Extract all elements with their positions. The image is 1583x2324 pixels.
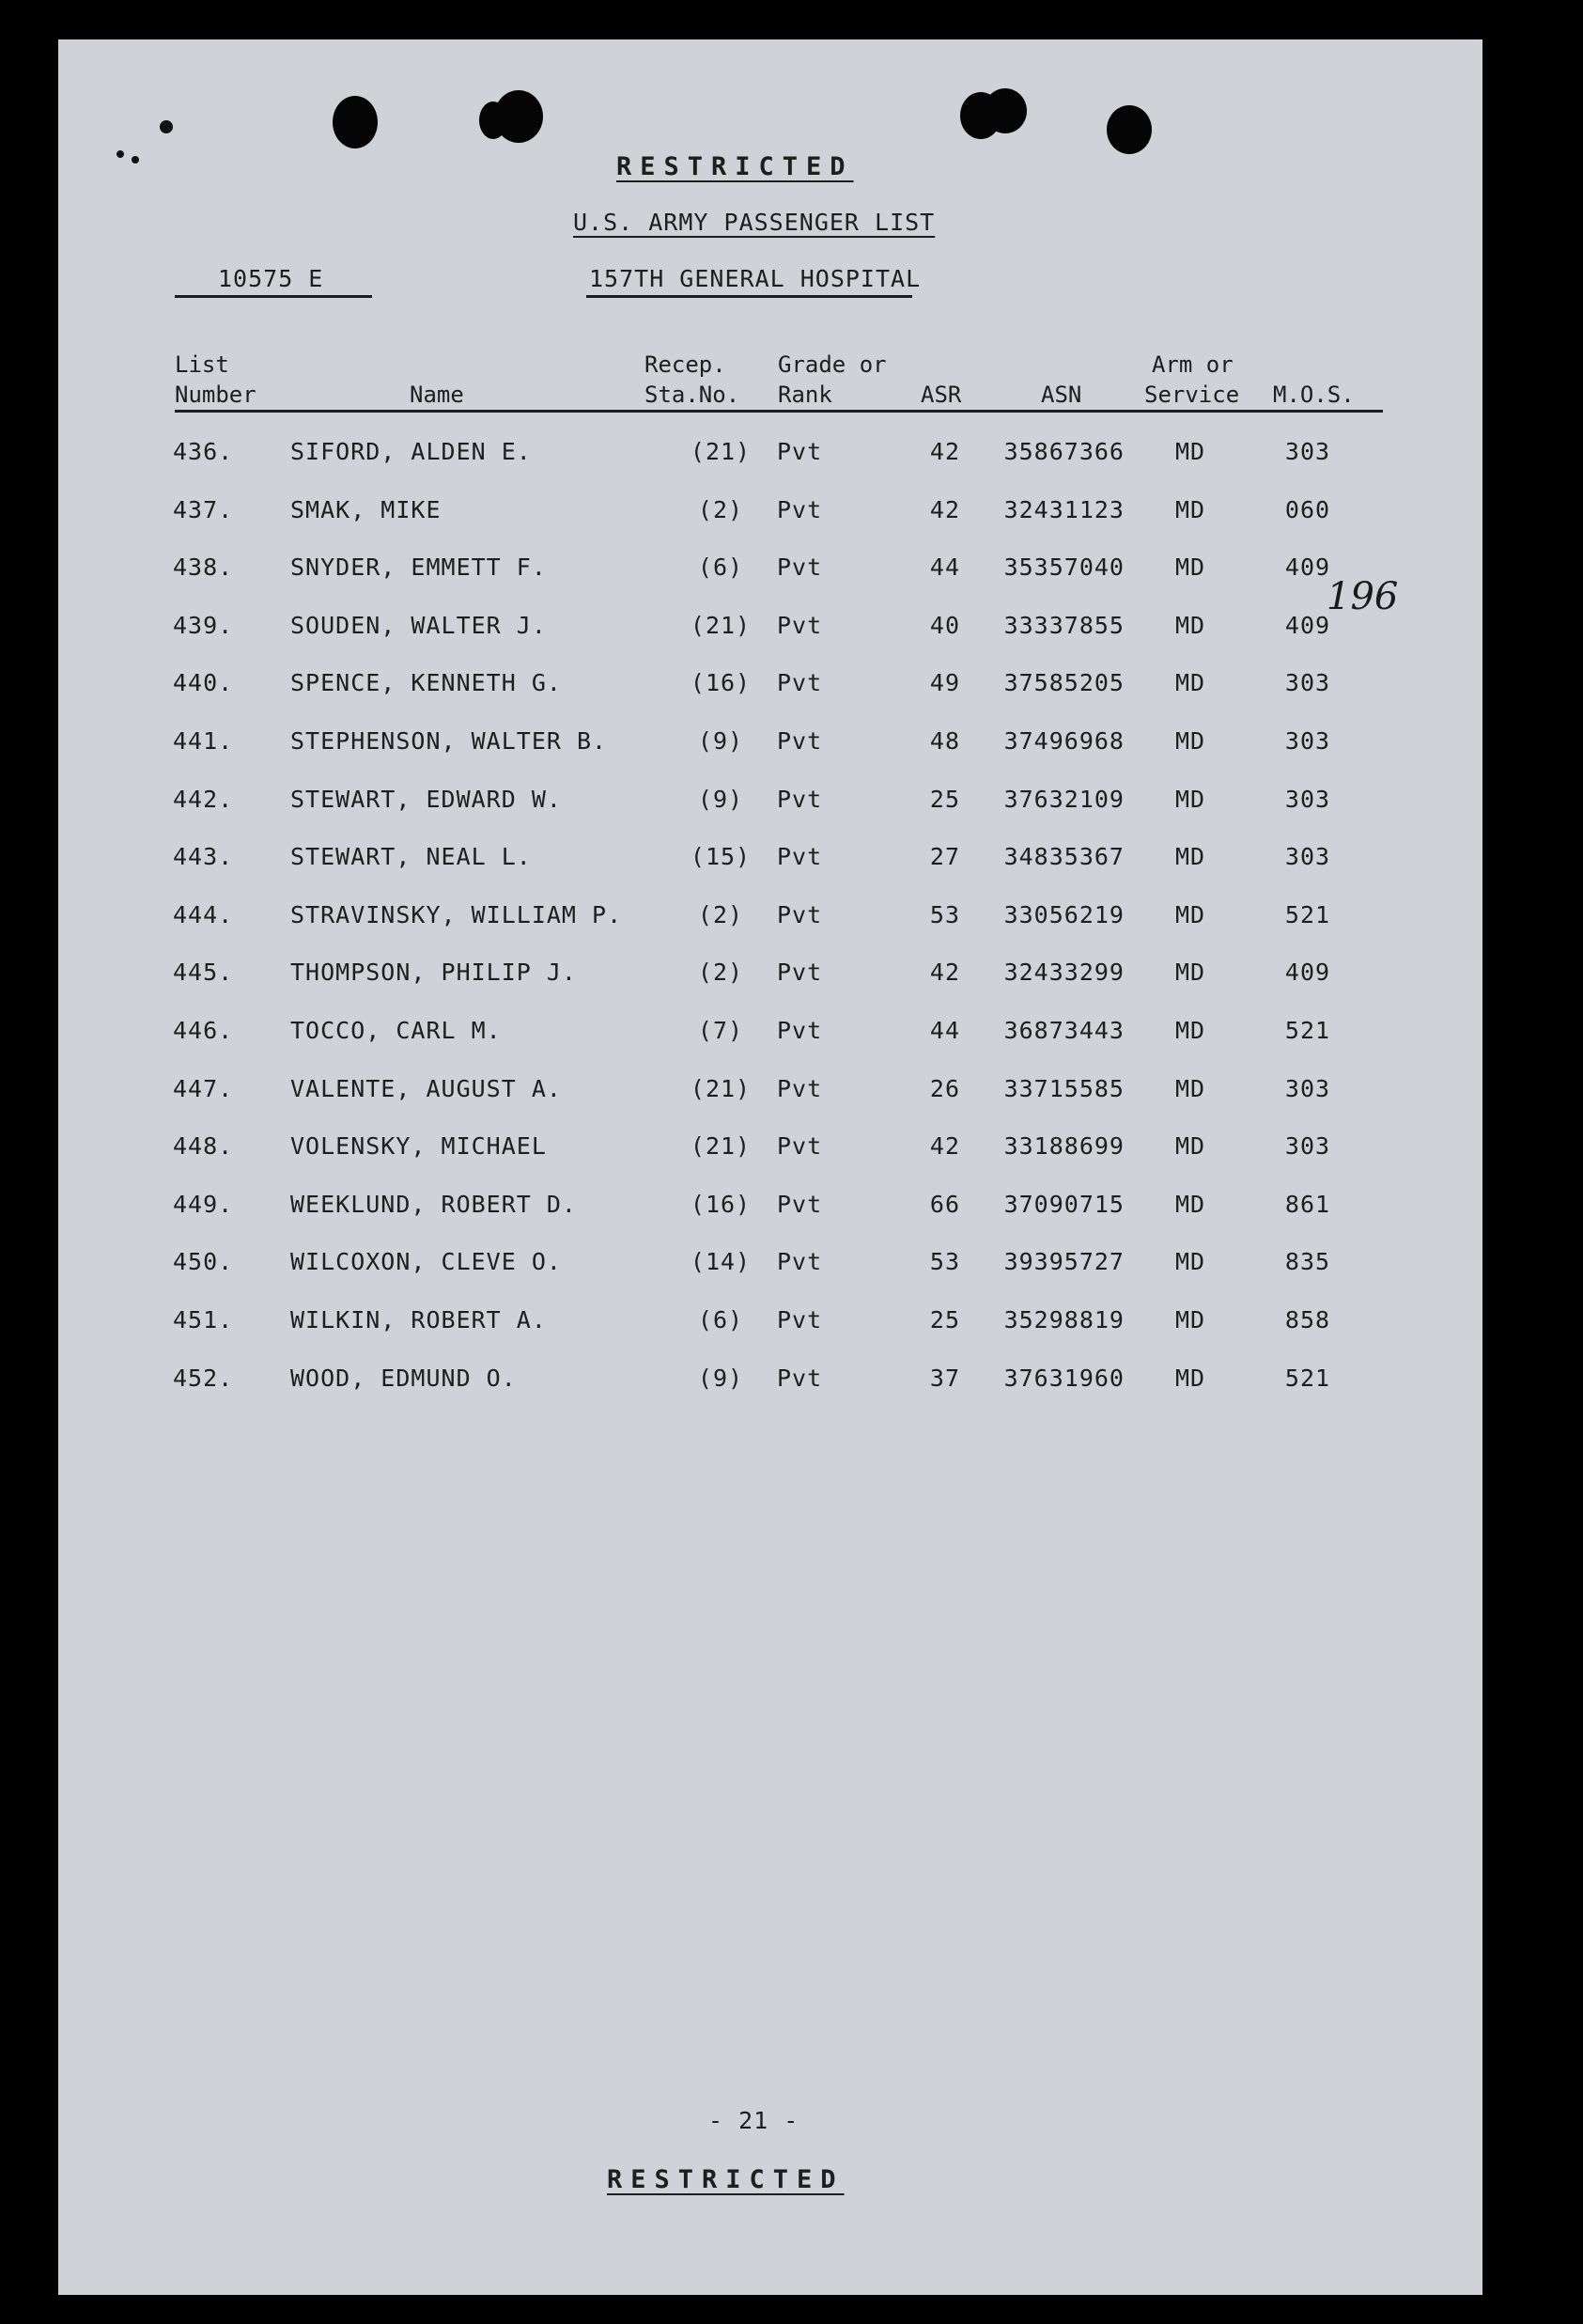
table-row	[58, 1306, 1482, 1344]
asn-cell: 37632109	[1003, 785, 1125, 813]
name-cell: STEWART, NEAL L.	[290, 843, 532, 871]
name-cell: SMAK, MIKE	[290, 495, 442, 523]
asn-cell: 33337855	[1003, 611, 1125, 639]
asn-cell: 34835367	[1003, 843, 1125, 871]
mos-cell: 861	[1284, 1190, 1331, 1218]
list-number-cell: 443.	[173, 843, 234, 871]
list-number-cell: 451.	[173, 1306, 234, 1334]
asr-cell: 48	[929, 727, 960, 755]
mos-cell: 303	[1284, 785, 1331, 813]
list-title: U.S. ARMY PASSENGER LIST	[573, 209, 936, 236]
asn-cell: 37090715	[1003, 1190, 1125, 1218]
asn-cell: 37631960	[1003, 1364, 1125, 1392]
recep-sta-cell: (21)	[690, 438, 752, 465]
table-row	[58, 554, 1482, 591]
list-number-cell: 445.	[173, 959, 234, 987]
name-cell: TOCCO, CARL M.	[290, 1017, 502, 1044]
table-row	[58, 1017, 1482, 1054]
page-number: - 21 -	[708, 2107, 799, 2134]
recep-sta-cell: (21)	[690, 1132, 752, 1161]
asn-cell: 35298819	[1003, 1306, 1125, 1334]
asn-cell: 32431123	[1003, 495, 1125, 523]
list-number-cell: 437.	[173, 495, 234, 523]
name-cell: WILCOXON, CLEVE O.	[290, 1248, 562, 1276]
list-number-cell: 447.	[173, 1074, 234, 1102]
recep-sta-cell: (21)	[690, 611, 752, 639]
asn-cell: 37496968	[1003, 727, 1125, 755]
arm-service-cell: MD	[1174, 1017, 1206, 1044]
mos-cell: 060	[1284, 495, 1331, 523]
mos-cell: 521	[1284, 1364, 1331, 1392]
name-cell: STEWART, EDWARD W.	[290, 785, 562, 813]
recep-sta-cell: (16)	[690, 1190, 752, 1218]
grade-cell: Pvt	[777, 611, 823, 639]
asr-cell: 44	[929, 554, 960, 582]
asr-cell: 26	[929, 1074, 960, 1102]
recep-sta-cell: (9)	[697, 727, 744, 755]
arm-service-cell: MD	[1174, 1074, 1206, 1102]
unit-name-underline	[586, 295, 912, 298]
mos-cell: 303	[1284, 438, 1331, 465]
list-number-cell: 441.	[173, 727, 234, 755]
list-number-cell: 438.	[173, 554, 234, 582]
arm-service-cell: MD	[1174, 438, 1206, 465]
asr-cell: 42	[929, 495, 960, 523]
name-cell: SIFORD, ALDEN E.	[290, 438, 532, 465]
mos-cell: 303	[1284, 1132, 1331, 1161]
mos-cell: 303	[1284, 1074, 1331, 1102]
recep-sta-cell: (9)	[697, 1364, 744, 1392]
recep-sta-cell: (2)	[697, 495, 744, 523]
arm-service-cell: MD	[1174, 611, 1206, 639]
table-row	[58, 959, 1482, 996]
arm-service-cell: MD	[1174, 1364, 1206, 1392]
grade-cell: Pvt	[777, 727, 823, 755]
name-cell: WOOD, EDMUND O.	[290, 1364, 517, 1392]
recep-sta-cell: (6)	[697, 1306, 744, 1334]
asr-cell: 44	[929, 1017, 960, 1044]
name-cell: SPENCE, KENNETH G.	[290, 669, 562, 697]
name-cell: VALENTE, AUGUST A.	[290, 1074, 562, 1102]
recep-sta-cell: (14)	[690, 1248, 752, 1276]
asn-cell: 37585205	[1003, 669, 1125, 697]
punch-hole	[1107, 105, 1152, 154]
asr-cell: 53	[929, 900, 960, 928]
arm-service-cell: MD	[1174, 785, 1206, 813]
list-number-cell: 446.	[173, 1017, 234, 1044]
arm-service-cell: MD	[1174, 959, 1206, 987]
recep-sta-cell: (6)	[697, 554, 744, 582]
asr-cell: 66	[929, 1190, 960, 1218]
asn-cell: 32433299	[1003, 959, 1125, 987]
asn-cell: 33715585	[1003, 1074, 1125, 1102]
list-number-cell: 450.	[173, 1248, 234, 1276]
grade-cell: Pvt	[777, 1190, 823, 1218]
name-cell: WILKIN, ROBERT A.	[290, 1306, 547, 1334]
document-page	[58, 39, 1482, 2295]
asr-cell: 53	[929, 1248, 960, 1276]
list-number-cell: 448.	[173, 1132, 234, 1161]
header-rule	[175, 410, 1383, 413]
mos-cell: 409	[1284, 554, 1331, 582]
list-number-cell: 452.	[173, 1364, 234, 1392]
handwritten-page-number: 196	[1327, 575, 1399, 618]
asn-cell: 39395727	[1003, 1248, 1125, 1276]
name-cell: STRAVINSKY, WILLIAM P.	[290, 900, 623, 928]
recep-sta-cell: (16)	[690, 669, 752, 697]
asr-cell: 42	[929, 1132, 960, 1161]
asr-cell: 42	[929, 959, 960, 987]
name-cell: SOUDEN, WALTER J.	[290, 611, 547, 639]
grade-cell: Pvt	[777, 669, 823, 697]
recep-sta-cell: (7)	[697, 1017, 744, 1044]
asn-cell: 33188699	[1003, 1132, 1125, 1161]
arm-service-cell: MD	[1174, 1306, 1206, 1334]
list-number-cell: 436.	[173, 438, 234, 465]
list-code-underline	[175, 295, 372, 298]
arm-service-cell: MD	[1174, 727, 1206, 755]
mos-cell: 521	[1284, 1017, 1331, 1044]
table-row	[58, 843, 1482, 881]
arm-service-cell: MD	[1174, 495, 1206, 523]
recep-sta-cell: (2)	[697, 900, 744, 928]
table-row	[58, 1132, 1482, 1170]
table-row	[58, 496, 1482, 534]
mos-cell: 303	[1284, 669, 1331, 697]
table-row	[58, 786, 1482, 823]
punch-hole	[984, 88, 1027, 133]
name-cell: STEPHENSON, WALTER B.	[290, 727, 608, 755]
table-row	[58, 1191, 1482, 1228]
col-header-asr: ASR	[921, 382, 962, 408]
arm-service-cell: MD	[1174, 1132, 1206, 1161]
asn-cell: 35357040	[1003, 554, 1125, 582]
grade-cell: Pvt	[777, 900, 823, 928]
recep-sta-cell: (9)	[697, 785, 744, 813]
asr-cell: 37	[929, 1364, 960, 1392]
mos-cell: 303	[1284, 727, 1331, 755]
asr-cell: 25	[929, 785, 960, 813]
ink-speck	[160, 120, 173, 133]
table-row	[58, 1248, 1482, 1286]
table-row	[58, 1365, 1482, 1402]
recep-sta-cell: (15)	[690, 843, 752, 871]
name-cell: SNYDER, EMMETT F.	[290, 554, 547, 582]
table-row	[58, 901, 1482, 939]
table-row	[58, 669, 1482, 707]
name-cell: WEEKLUND, ROBERT D.	[290, 1190, 577, 1218]
ink-speck	[132, 156, 139, 164]
unit-name: 157TH GENERAL HOSPITAL	[589, 265, 922, 292]
asr-cell: 25	[929, 1306, 960, 1334]
arm-service-cell: MD	[1174, 669, 1206, 697]
mos-cell: 409	[1284, 959, 1331, 987]
mos-cell: 858	[1284, 1306, 1331, 1334]
grade-cell: Pvt	[777, 554, 823, 582]
classification-bottom: RESTRICTED	[607, 2165, 845, 2194]
grade-cell: Pvt	[777, 959, 823, 987]
asr-cell: 27	[929, 843, 960, 871]
col-header-grade: Grade or Rank	[778, 351, 887, 408]
col-header-list-number: List Number	[175, 351, 256, 408]
grade-cell: Pvt	[777, 785, 823, 813]
arm-service-cell: MD	[1174, 1248, 1206, 1276]
grade-cell: Pvt	[777, 1074, 823, 1102]
asn-cell: 35867366	[1003, 438, 1125, 465]
punch-hole	[333, 96, 378, 148]
list-number-cell: 442.	[173, 785, 234, 813]
grade-cell: Pvt	[777, 1132, 823, 1161]
col-header-mos: M.O.S.	[1273, 382, 1355, 408]
table-row	[58, 727, 1482, 765]
list-number-cell: 439.	[173, 611, 234, 639]
arm-service-cell: MD	[1174, 900, 1206, 928]
table-row	[58, 438, 1482, 476]
list-number-cell: 449.	[173, 1190, 234, 1218]
list-number-cell: 444.	[173, 900, 234, 928]
list-number-cell: 440.	[173, 669, 234, 697]
col-header-arm: Arm or Service	[1144, 351, 1240, 408]
list-code: 10575 E	[218, 265, 324, 292]
mos-cell: 303	[1284, 843, 1331, 871]
punch-hole	[479, 101, 507, 139]
col-header-recep-sta: Recep. Sta.No.	[644, 351, 740, 408]
mos-cell: 409	[1284, 611, 1331, 639]
arm-service-cell: MD	[1174, 843, 1206, 871]
ink-speck	[116, 150, 124, 158]
recep-sta-cell: (21)	[690, 1074, 752, 1102]
grade-cell: Pvt	[777, 438, 823, 465]
grade-cell: Pvt	[777, 1306, 823, 1334]
arm-service-cell: MD	[1174, 1190, 1206, 1218]
classification-top: RESTRICTED	[616, 152, 854, 181]
recep-sta-cell: (2)	[697, 959, 744, 987]
grade-cell: Pvt	[777, 1017, 823, 1044]
col-header-name: Name	[410, 382, 464, 408]
name-cell: THOMPSON, PHILIP J.	[290, 959, 577, 987]
col-header-asn: ASN	[1041, 382, 1082, 408]
name-cell: VOLENSKY, MICHAEL	[290, 1132, 547, 1161]
asn-cell: 36873443	[1003, 1017, 1125, 1044]
table-row	[58, 1075, 1482, 1113]
grade-cell: Pvt	[777, 843, 823, 871]
grade-cell: Pvt	[777, 1248, 823, 1276]
mos-cell: 521	[1284, 900, 1331, 928]
asr-cell: 42	[929, 438, 960, 465]
table-row	[58, 612, 1482, 649]
arm-service-cell: MD	[1174, 554, 1206, 582]
asn-cell: 33056219	[1003, 900, 1125, 928]
grade-cell: Pvt	[777, 495, 823, 523]
mos-cell: 835	[1284, 1248, 1331, 1276]
asr-cell: 40	[929, 611, 960, 639]
grade-cell: Pvt	[777, 1364, 823, 1392]
asr-cell: 49	[929, 669, 960, 697]
